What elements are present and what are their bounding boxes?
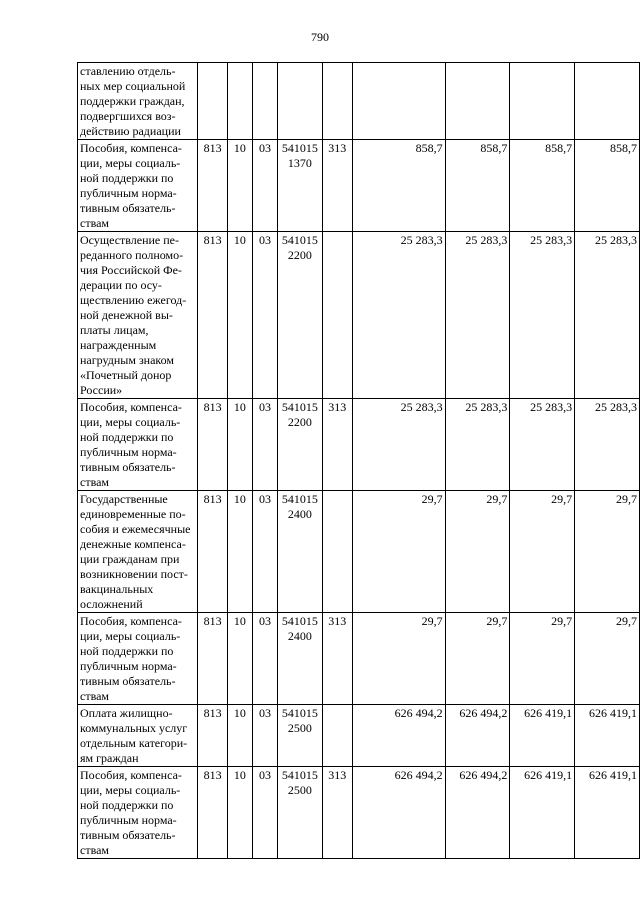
item-name-line: тивным обязатель- (80, 674, 176, 688)
section-code-cell: 10 (227, 491, 252, 613)
item-name-line: ствам (80, 475, 109, 489)
amount-cell-2: 29,7 (445, 613, 510, 705)
item-name-line: Осуществление пе- (80, 233, 180, 247)
amount-cell-3: 29,7 (510, 491, 575, 613)
item-name-cell (78, 491, 198, 613)
target-article-line: 2200 (287, 248, 312, 262)
ministry-code-cell (198, 63, 227, 140)
item-name-line: ставлению отдель- (80, 64, 176, 78)
item-name-line: ции, меры социаль- (80, 629, 181, 643)
item-name-cell (78, 63, 198, 140)
item-name-line: Пособия, компенса- (80, 614, 182, 628)
item-name-cell (78, 767, 198, 859)
expense-type-cell: 313 (322, 613, 352, 705)
amount-cell-1: 25 283,3 (352, 232, 445, 399)
item-name-line: ных мер социальной (80, 79, 186, 93)
item-name-line: действию радиации (80, 124, 181, 138)
table-row (78, 399, 640, 491)
item-name-line: подвергшихся воз- (80, 109, 176, 123)
ministry-code-cell: 813 (198, 140, 227, 232)
item-name-line: отдельным категори- (80, 736, 188, 750)
item-name-line: награжденным (80, 338, 157, 352)
item-name-line: ции, меры социаль- (80, 156, 181, 170)
amount-cell-2: 858,7 (445, 140, 510, 232)
amount-cell-4 (575, 63, 640, 140)
target-article-line: 541015 (281, 492, 318, 506)
item-name-line: ции гражданам при (80, 552, 180, 566)
ministry-code-cell: 813 (198, 613, 227, 705)
amount-cell-4: 29,7 (575, 613, 640, 705)
target-article-line: 541015 (281, 141, 318, 155)
table-row (78, 613, 640, 705)
target-article-line: 1370 (287, 156, 312, 170)
section-code-cell: 10 (227, 767, 252, 859)
item-name-line: публичным норма- (80, 813, 177, 827)
item-name-line: ной денежной вы- (80, 308, 173, 322)
item-name-line: ствам (80, 843, 109, 857)
subsection-code-cell: 03 (252, 613, 277, 705)
section-code-cell: 10 (227, 399, 252, 491)
target-article-cell (278, 399, 323, 491)
target-article-cell (278, 63, 323, 140)
section-code-cell: 10 (227, 140, 252, 232)
item-name-line: публичным норма- (80, 186, 177, 200)
item-name-line: Пособия, компенса- (80, 400, 182, 414)
amount-cell-4: 626 419,1 (575, 705, 640, 767)
subsection-code-cell: 03 (252, 399, 277, 491)
target-article-line: 2400 (287, 629, 312, 643)
item-name-line: ной поддержки по (80, 430, 174, 444)
amount-cell-3: 25 283,3 (510, 232, 575, 399)
item-name-line: тивным обязатель- (80, 828, 176, 842)
item-name-line: дерации по осу- (80, 278, 162, 292)
ministry-code-cell: 813 (198, 491, 227, 613)
item-name-line: Пособия, компенса- (80, 768, 182, 782)
target-article-cell (278, 613, 323, 705)
item-name-line: ной поддержки по (80, 171, 174, 185)
item-name-line: денежные компенса- (80, 537, 186, 551)
page-number: 790 (311, 30, 329, 44)
target-article-cell (278, 140, 323, 232)
target-article-line: 541015 (281, 400, 318, 414)
item-name-line: Государственные (80, 492, 168, 506)
amount-cell-3: 25 283,3 (510, 399, 575, 491)
amount-cell-1: 858,7 (352, 140, 445, 232)
target-article-line: 2200 (287, 415, 312, 429)
subsection-code-cell (252, 63, 277, 140)
ministry-code-cell: 813 (198, 232, 227, 399)
target-article-line: 541015 (281, 233, 318, 247)
item-name-line: возникновении пост- (80, 567, 188, 581)
item-name-line: тивным обязатель- (80, 201, 176, 215)
amount-cell-4: 858,7 (575, 140, 640, 232)
expense-type-cell: 313 (322, 140, 352, 232)
section-code-cell: 10 (227, 232, 252, 399)
item-name-line: поддержки граждан, (80, 94, 185, 108)
subsection-code-cell: 03 (252, 767, 277, 859)
amount-cell-2: 626 494,2 (445, 767, 510, 859)
item-name-line: публичным норма- (80, 659, 177, 673)
budget-table-body (78, 63, 640, 859)
item-name-line: ции, меры социаль- (80, 783, 181, 797)
amount-cell-1: 25 283,3 (352, 399, 445, 491)
expense-type-cell (322, 63, 352, 140)
section-code-cell: 10 (227, 705, 252, 767)
amount-cell-2: 25 283,3 (445, 232, 510, 399)
ministry-code-cell: 813 (198, 767, 227, 859)
amount-cell-1 (352, 63, 445, 140)
amount-cell-2 (445, 63, 510, 140)
item-name-line: ствам (80, 216, 109, 230)
target-article-cell (278, 491, 323, 613)
target-article-line: 2400 (287, 507, 312, 521)
target-article-line: 2500 (287, 721, 312, 735)
expense-type-cell (322, 491, 352, 613)
amount-cell-2: 25 283,3 (445, 399, 510, 491)
target-article-cell (278, 705, 323, 767)
item-name-line: «Почетный донор (80, 368, 172, 382)
amount-cell-1: 626 494,2 (352, 705, 445, 767)
amount-cell-2: 29,7 (445, 491, 510, 613)
table-row (78, 63, 640, 140)
item-name-line: собия и ежемесячные (80, 522, 191, 536)
target-article-line: 541015 (281, 768, 318, 782)
item-name-line: тивным обязатель- (80, 460, 176, 474)
table-row (78, 767, 640, 859)
amount-cell-2: 626 494,2 (445, 705, 510, 767)
subsection-code-cell: 03 (252, 491, 277, 613)
item-name-line: ции, меры социаль- (80, 415, 181, 429)
table-row (78, 140, 640, 232)
amount-cell-3: 858,7 (510, 140, 575, 232)
amount-cell-4: 626 419,1 (575, 767, 640, 859)
amount-cell-4: 25 283,3 (575, 232, 640, 399)
amount-cell-3: 626 419,1 (510, 767, 575, 859)
item-name-line: чия Российской Фе- (80, 263, 182, 277)
item-name-cell (78, 613, 198, 705)
item-name-line: вакцинальных (80, 582, 154, 596)
target-article-line: 2500 (287, 783, 312, 797)
amount-cell-3 (510, 63, 575, 140)
target-article-cell (278, 232, 323, 399)
item-name-line: платы лицам, (80, 323, 149, 337)
item-name-cell (78, 232, 198, 399)
amount-cell-1: 29,7 (352, 613, 445, 705)
target-article-line: 541015 (281, 614, 318, 628)
amount-cell-1: 626 494,2 (352, 767, 445, 859)
target-article-line: 541015 (281, 706, 318, 720)
item-name-cell (78, 140, 198, 232)
subsection-code-cell: 03 (252, 232, 277, 399)
expense-type-cell: 313 (322, 767, 352, 859)
target-article-cell (278, 767, 323, 859)
item-name-line: осложнений (80, 597, 143, 611)
amount-cell-4: 29,7 (575, 491, 640, 613)
item-name-line: ям граждан (80, 751, 139, 765)
item-name-line: ществлению ежегод- (80, 293, 187, 307)
amount-cell-3: 626 419,1 (510, 705, 575, 767)
amount-cell-4: 25 283,3 (575, 399, 640, 491)
item-name-cell (78, 705, 198, 767)
item-name-cell (78, 399, 198, 491)
item-name-line: ной поддержки по (80, 644, 174, 658)
expense-type-cell (322, 705, 352, 767)
table-row (78, 705, 640, 767)
item-name-line: единовременные по- (80, 507, 186, 521)
amount-cell-3: 29,7 (510, 613, 575, 705)
budget-table (77, 62, 640, 859)
table-row (78, 232, 640, 399)
section-code-cell (227, 63, 252, 140)
table-row (78, 491, 640, 613)
ministry-code-cell: 813 (198, 399, 227, 491)
item-name-line: нагрудным знаком (80, 353, 175, 367)
item-name-line: публичным норма- (80, 445, 177, 459)
item-name-line: Оплата жилищно- (80, 706, 173, 720)
subsection-code-cell: 03 (252, 705, 277, 767)
section-code-cell: 10 (227, 613, 252, 705)
expense-type-cell: 313 (322, 399, 352, 491)
amount-cell-1: 29,7 (352, 491, 445, 613)
ministry-code-cell: 813 (198, 705, 227, 767)
item-name-line: ной поддержки по (80, 798, 174, 812)
item-name-line: России» (80, 383, 123, 397)
subsection-code-cell: 03 (252, 140, 277, 232)
item-name-line: ствам (80, 689, 109, 703)
item-name-line: Пособия, компенса- (80, 141, 182, 155)
item-name-line: реданного полномо- (80, 248, 184, 262)
item-name-line: коммунальных услуг (80, 721, 188, 735)
expense-type-cell (322, 232, 352, 399)
